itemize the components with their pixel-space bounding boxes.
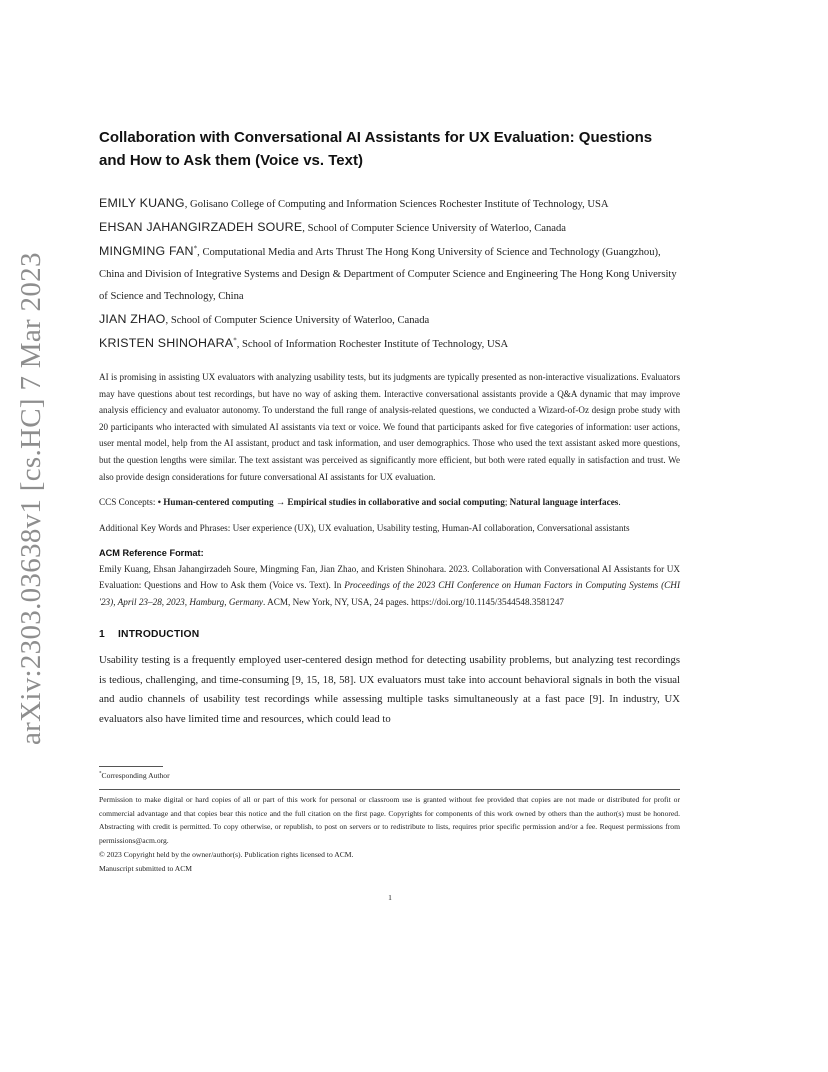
ccs-concepts	[99, 494, 680, 510]
ccs-arrow: →	[273, 497, 288, 508]
footnote-mark: *	[99, 771, 102, 777]
arxiv-identifier: arXiv:2303.03638v1 [cs.HC] 7 Mar 2023	[15, 252, 47, 745]
page-number: 1	[388, 893, 392, 902]
author-entry	[99, 192, 680, 216]
manuscript-text: Manuscript submitted to ACM	[99, 863, 193, 873]
ccs-concept: Human-centered computing	[163, 497, 274, 508]
permission-divider	[99, 789, 680, 790]
footnote	[99, 771, 170, 780]
author-entry	[99, 332, 680, 356]
author-name: EMILY KUANG	[99, 196, 185, 210]
ccs-label: CCS Concepts:	[99, 497, 158, 508]
permission-text: Permission to make digital or hard copies of all or part of this work for personal or classroom use is granted without fee provided that copies are not made or distributed for profit or commercial advantage and that copies bear this notice and the full citation on the first page. Copyrights for components of this work owned by others than the author(s) must be honored. Abstracting with credit is permitted. To copy otherwise, or republish, to post on servers or to redistribute to lists, requires prior specific permission and/or a fee. Request permissions from permissions@acm.org.	[99, 795, 680, 846]
section-number: 1	[99, 629, 105, 641]
acm-reference-text: Emily Kuang, Ehsan Jahangirzadeh Soure, Mingming Fan, Jian Zhao, and Kristen Shinohara. 2023. Collaboration with Conversational AI Assistants for UX Evaluation: Questions and How to Ask them (Voice vs. Text). In	[99, 564, 680, 591]
author-affiliation: , School of Information Rochester Institute of Technology, USA	[236, 339, 509, 350]
ccs-end: .	[618, 497, 621, 508]
author-entry	[99, 308, 680, 332]
ccs-concept: Natural language interfaces	[509, 497, 619, 508]
author-affiliation: , School of Computer Science University of Waterloo, Canada	[165, 315, 430, 326]
author-name: MINGMING FAN	[99, 244, 194, 258]
author-affiliation: , Golisano College of Computing and Information Sciences Rochester Institute of Technology, USA	[184, 199, 609, 210]
footnote-text: Corresponding Author	[101, 771, 170, 780]
acm-reference-text: . ACM, New York, NY, USA, 24 pages. https://doi.org/10.1145/3544548.3581247	[263, 596, 565, 607]
footnote-divider	[99, 766, 163, 767]
acm-reference-venue: Proceedings of the 2023 CHI Conference on Human Factors in Computing Systems (CHI '23), April 23–28, 2023, Hamburg, Germany	[99, 580, 680, 607]
author-list	[99, 192, 680, 356]
author-name: EHSAN JAHANGIRZADEH SOURE	[99, 220, 303, 234]
ccs-separator: ;	[504, 497, 510, 508]
section-heading	[99, 628, 680, 642]
ccs-concept: Empirical studies in collaborative and social computing	[287, 497, 505, 508]
author-affiliation: , Computational Media and Arts Thrust The Hong Kong University of Science and Technology (Guangzhou), China and Division of Integrative Systems and Design & Department of Computer Science and Engineering The Hong Kong University of Science and Technology, China	[99, 247, 677, 302]
author-name: JIAN ZHAO	[99, 312, 166, 326]
author-entry	[99, 216, 680, 240]
author-mark: *	[193, 244, 198, 253]
keywords: Additional Key Words and Phrases: User experience (UX), UX evaluation, Usability testing, Human-AI collaboration, Conversational assistants	[99, 522, 630, 533]
ccs-bullet: •	[157, 497, 164, 508]
permission-block	[99, 793, 680, 875]
acm-reference-heading: ACM Reference Format:	[99, 548, 204, 559]
author-mark: *	[233, 336, 237, 345]
abstract: AI is promising in assisting UX evaluators with analyzing usability tests, but its judgments are typically presented as non-interactive visualizations. Evaluators may have questions about test recordings, but have no way of asking them. Interactive conversational assistants provide a Q&A dynamic that may improve analysis efficiency and evaluator autonomy. To understand the full range of analysis-related questions, we conducted a Wizard-of-Oz design probe study with 20 participants who interacted with simulated AI assistants via text or voice. We found that participants asked for five categories of information: user actions, user mental model, help from the AI assistant, product and task information, and user demographics. Those who used the text assistant asked more questions, but the question lengths were similar. The text assistant was perceived as significantly more efficient, but both were rated equally in satisfaction and trust. We also provide design considerations for future conversational AI assistants for UX evaluation.	[99, 372, 680, 482]
copyright-text: © 2023 Copyright held by the owner/author(s). Publication rights licensed to ACM.	[99, 849, 354, 859]
paper-body	[99, 126, 680, 740]
author-name: KRISTEN SHINOHARA	[99, 336, 234, 350]
acm-reference	[99, 561, 680, 610]
paper-title: Collaboration with Conversational AI Assistants for UX Evaluation: Questions and How to Ask them (Voice vs. Text)	[99, 129, 653, 169]
section-title: INTRODUCTION	[118, 629, 200, 641]
author-affiliation: , School of Computer Science University of Waterloo, Canada	[302, 223, 567, 234]
intro-paragraph: Usability testing is a frequently employed user-centered design method for detecting usability problems, but analyzing test recordings is tedious, challenging, and time-consuming [9, 15, 18, 58]. UX evaluators must take into account behavioral signals in both the visual and audio channels of usability test recordings while assessing multiple tasks simultaneously at a fast pace [9]. In industry, UX evaluators also have limited time and resources, which could lead to	[99, 654, 680, 726]
author-entry	[99, 240, 680, 308]
